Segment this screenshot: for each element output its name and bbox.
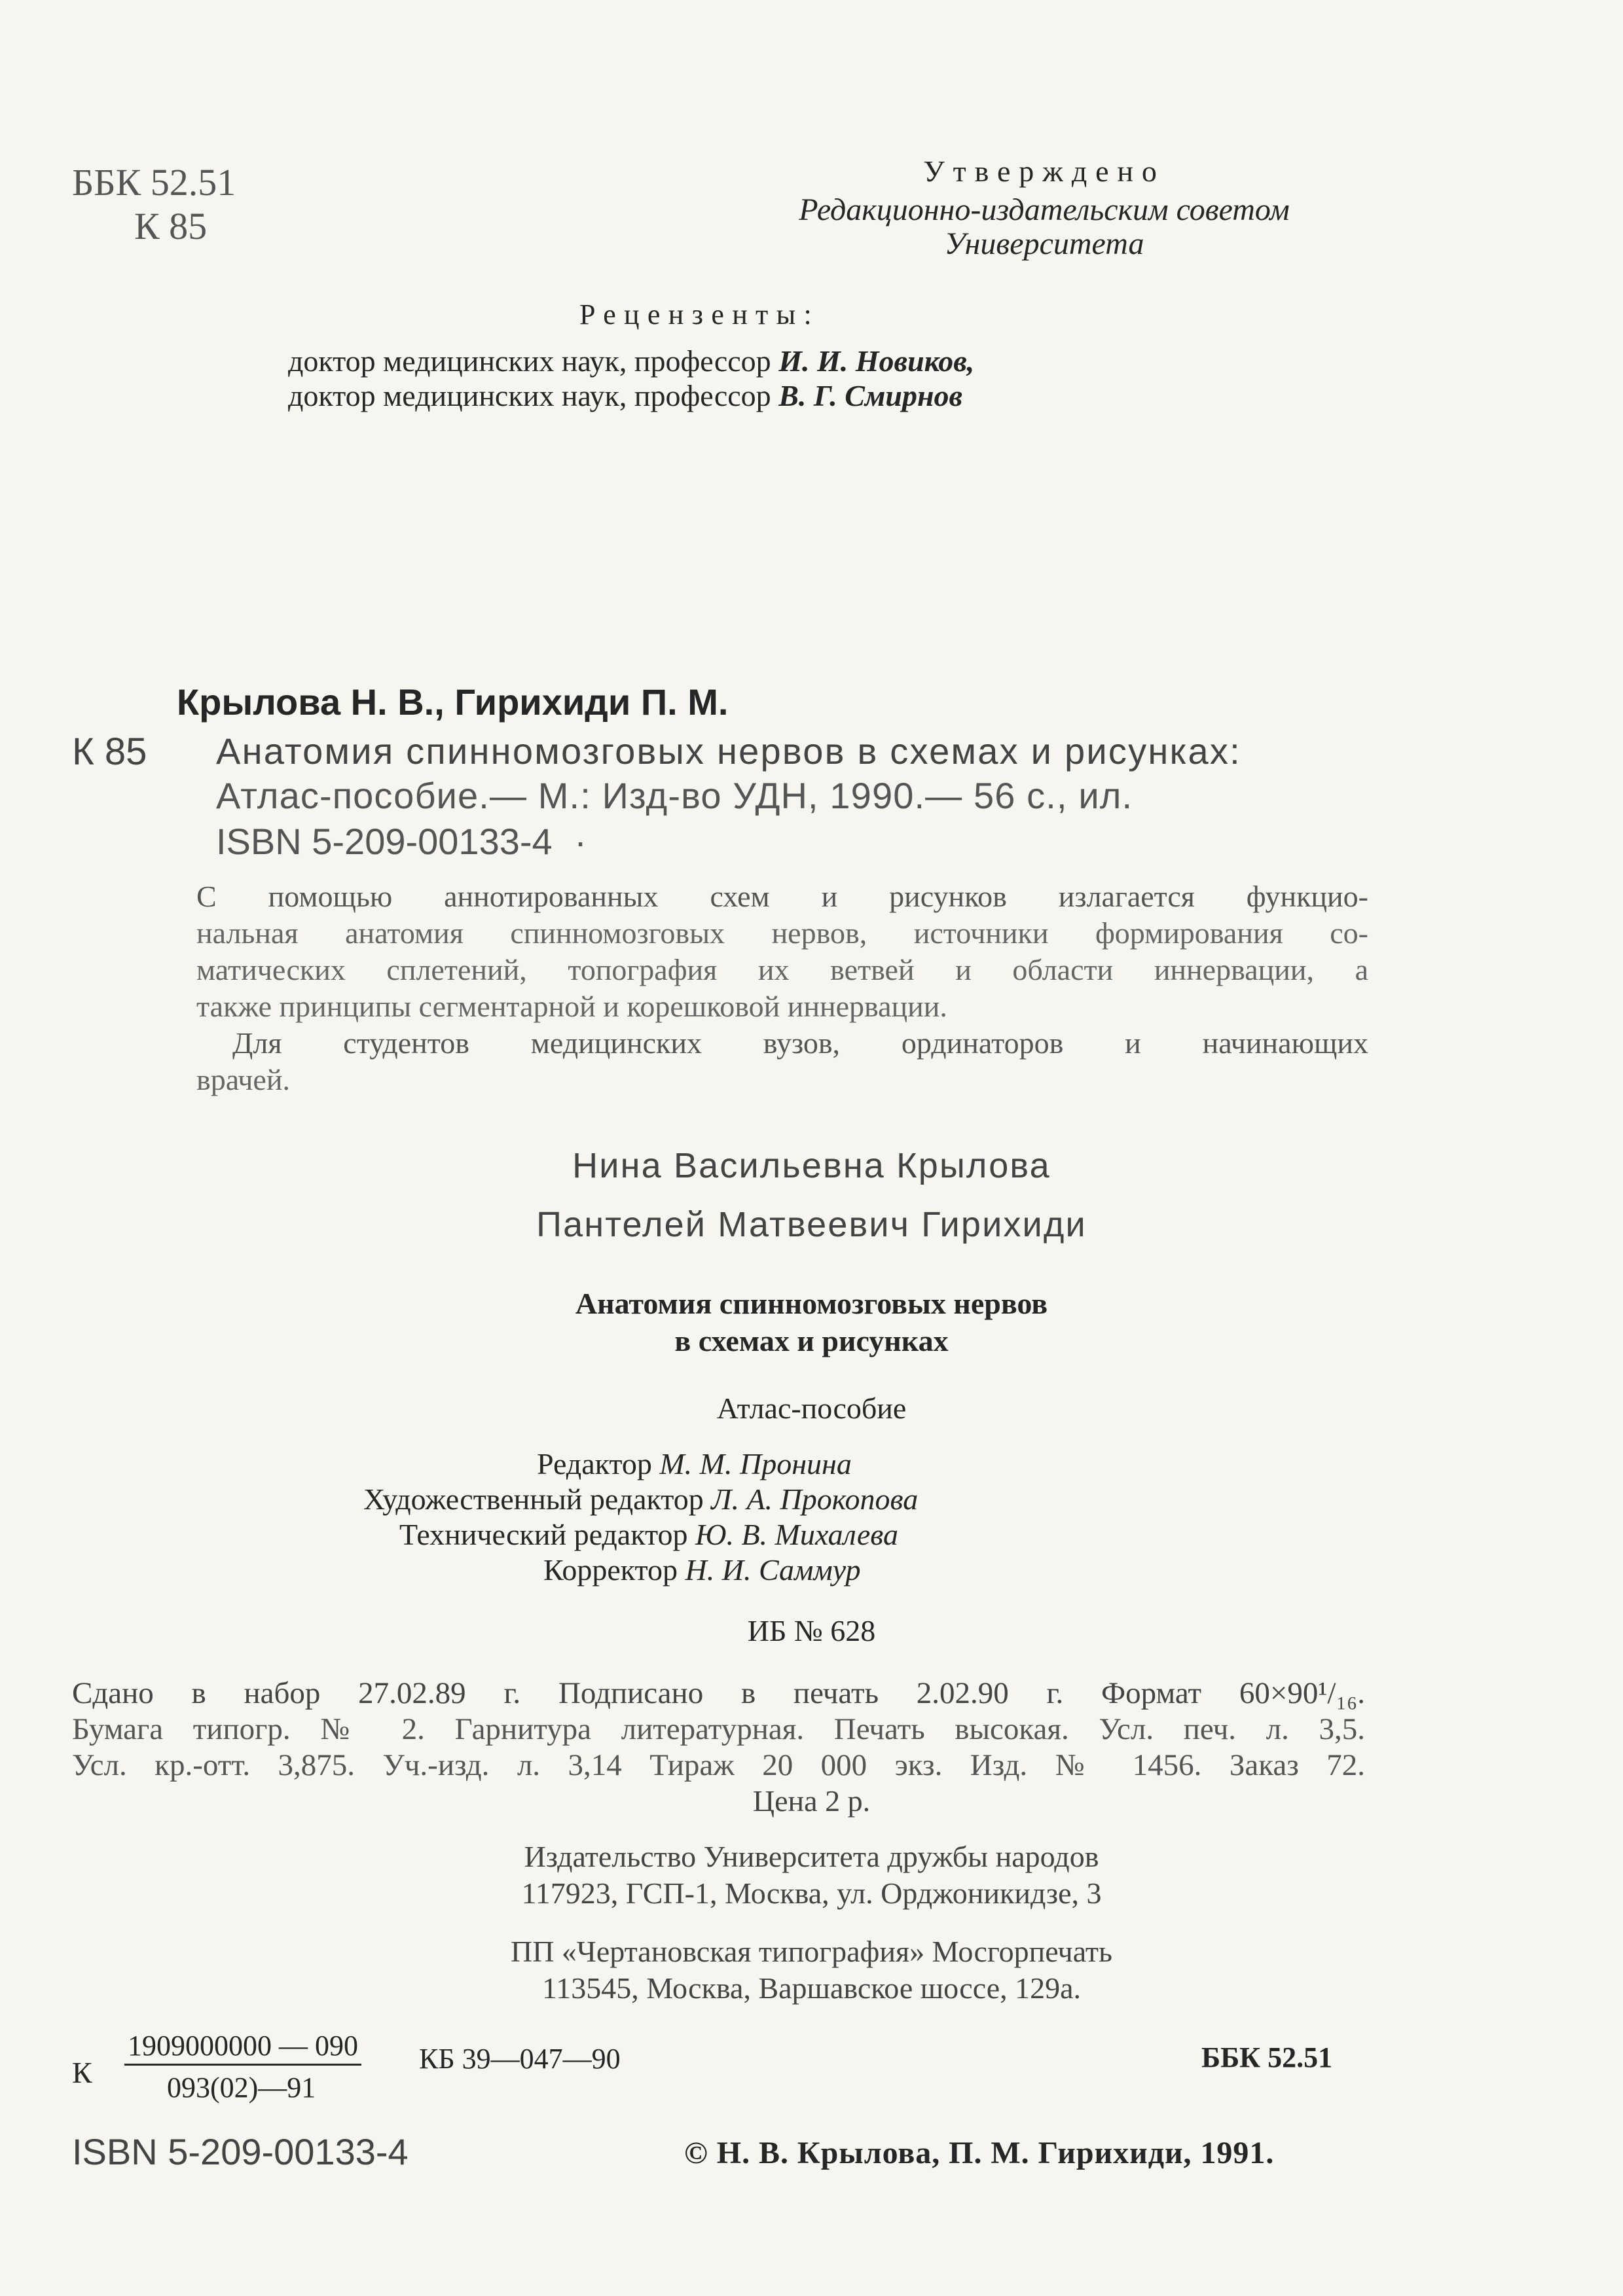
reviewer-2	[288, 378, 962, 413]
publisher-line-1: Издательство Университета дружбы народов	[524, 1840, 1099, 1873]
colophon-title-line2: в схемах и рисунках	[674, 1324, 949, 1357]
ib-number: ИБ № 628	[747, 1614, 876, 1647]
colophon-author-1: Нина Васильевна Крылова	[572, 1146, 1051, 1185]
imprint-line-3: Усл. кр.-отт. 3,875. Уч.-изд. л. 3,14 Тираж 20 000 экз. Изд. № 1456. Заказ 72.	[72, 1748, 1365, 1782]
price: Цена 2 р.	[752, 1784, 871, 1818]
footer-bbk-code: ББК 52.51	[1201, 2041, 1333, 2073]
footer-denominator: 093(02)—91	[167, 2072, 316, 2104]
reviewers-title: Рецензенты:	[579, 298, 820, 331]
editor-3-name: Ю. В. Михалева	[695, 1518, 898, 1551]
editor-line-4	[543, 1552, 861, 1587]
footer-isbn: ISBN 5-209-00133-4	[72, 2131, 409, 2172]
printer-line-2: 113545, Москва, Варшавское шоссе, 129а.	[541, 1971, 1082, 2005]
colophon-title-line1: Анатомия спинномозговых нервов	[575, 1287, 1048, 1320]
approved-title: Утверждено	[923, 154, 1165, 188]
reviewer-2-role: доктор медицинских наук, профессор	[288, 379, 771, 412]
editor-2-role: Художественный редактор	[363, 1482, 704, 1516]
reviewer-1-role: доктор медицинских наук, профессор	[288, 344, 771, 378]
editor-line-3	[399, 1517, 898, 1552]
colophon-author-2: Пантелей Матвеевич Гирихиди	[536, 1205, 1087, 1244]
k-code: К 85	[134, 205, 208, 247]
editor-2-name: Л. А. Прокопова	[711, 1482, 919, 1516]
annotation-line-3: матических сплетений, топография их ветвей и области иннервации, а	[196, 953, 1368, 986]
reviewer-1-name: И. И. Новиков,	[778, 344, 975, 378]
audience-line-2: врачей.	[196, 1063, 290, 1096]
publisher-line-2: 117923, ГСП-1, Москва, ул. Орджоникидзе, 3	[521, 1876, 1102, 1910]
imprint-line-1: Сдано в набор 27.02.89 г. Подписано в печать 2.02.90 г. Формат 60×90¹/₁₆.	[72, 1676, 1365, 1710]
reviewer-1	[288, 344, 974, 378]
bbk-code: ББК 52.51	[72, 161, 236, 204]
audience-line-1: Для студентов медицинских вузов, ординаторов и начинающих	[232, 1026, 1368, 1060]
footer-copyright: © Н. В. Крылова, П. М. Гирихиди, 1991.	[684, 2136, 1275, 2170]
annotation-line-1: С помощью аннотированных схем и рисунков излагается функцио-	[196, 880, 1368, 913]
editor-line-1	[537, 1446, 852, 1481]
footer-numerator: 1909000000 — 090	[124, 2029, 361, 2066]
annotation-line-2: нальная анатомия спинномозговых нервов, источники формирования со-	[196, 916, 1368, 950]
footer-kb-code: КБ 39—047—90	[419, 2043, 621, 2075]
editor-3-role: Технический редактор	[399, 1518, 688, 1551]
catalog-title-line1: Анатомия спинномозговых нервов в схемах и рисунках:	[216, 730, 1241, 772]
catalog-isbn-text: ISBN 5-209-00133-4	[216, 821, 553, 862]
annotation-line-4: также принципы сегментарной и корешковой иннервации.	[196, 990, 947, 1023]
editor-1-name: М. М. Пронина	[659, 1447, 852, 1480]
catalog-index: К 85	[72, 730, 147, 773]
colophon-genre: Атлас-пособие	[716, 1391, 907, 1425]
catalog-authors: Крылова Н. В., Гирихиди П. М.	[177, 681, 729, 723]
catalog-isbn	[216, 820, 587, 863]
editor-line-2	[363, 1482, 918, 1516]
imprint-line-2: Бумага типогр. № 2. Гарнитура литературная. Печать высокая. Усл. печ. л. 3,5.	[72, 1712, 1365, 1746]
approved-by-line1: Редакционно-издательским советом	[799, 192, 1290, 227]
editor-4-role: Корректор	[543, 1553, 678, 1587]
printer-line-1: ПП «Чертановская типография» Мосгорпечать	[510, 1935, 1112, 1968]
reviewer-2-name: В. Г. Смирнов	[778, 379, 963, 412]
footer-fraction	[124, 2029, 361, 2104]
editor-4-name: Н. И. Саммур	[685, 1553, 861, 1587]
catalog-title-line2: Атлас-пособие.— М.: Изд-во УДН, 1990.— 56 с., ил.	[216, 775, 1133, 816]
footer-k-letter: К	[72, 2056, 92, 2089]
approved-by-line2: Университета	[944, 226, 1144, 261]
editor-1-role: Редактор	[537, 1447, 652, 1480]
catalog-isbn-mark: ·	[574, 821, 587, 862]
